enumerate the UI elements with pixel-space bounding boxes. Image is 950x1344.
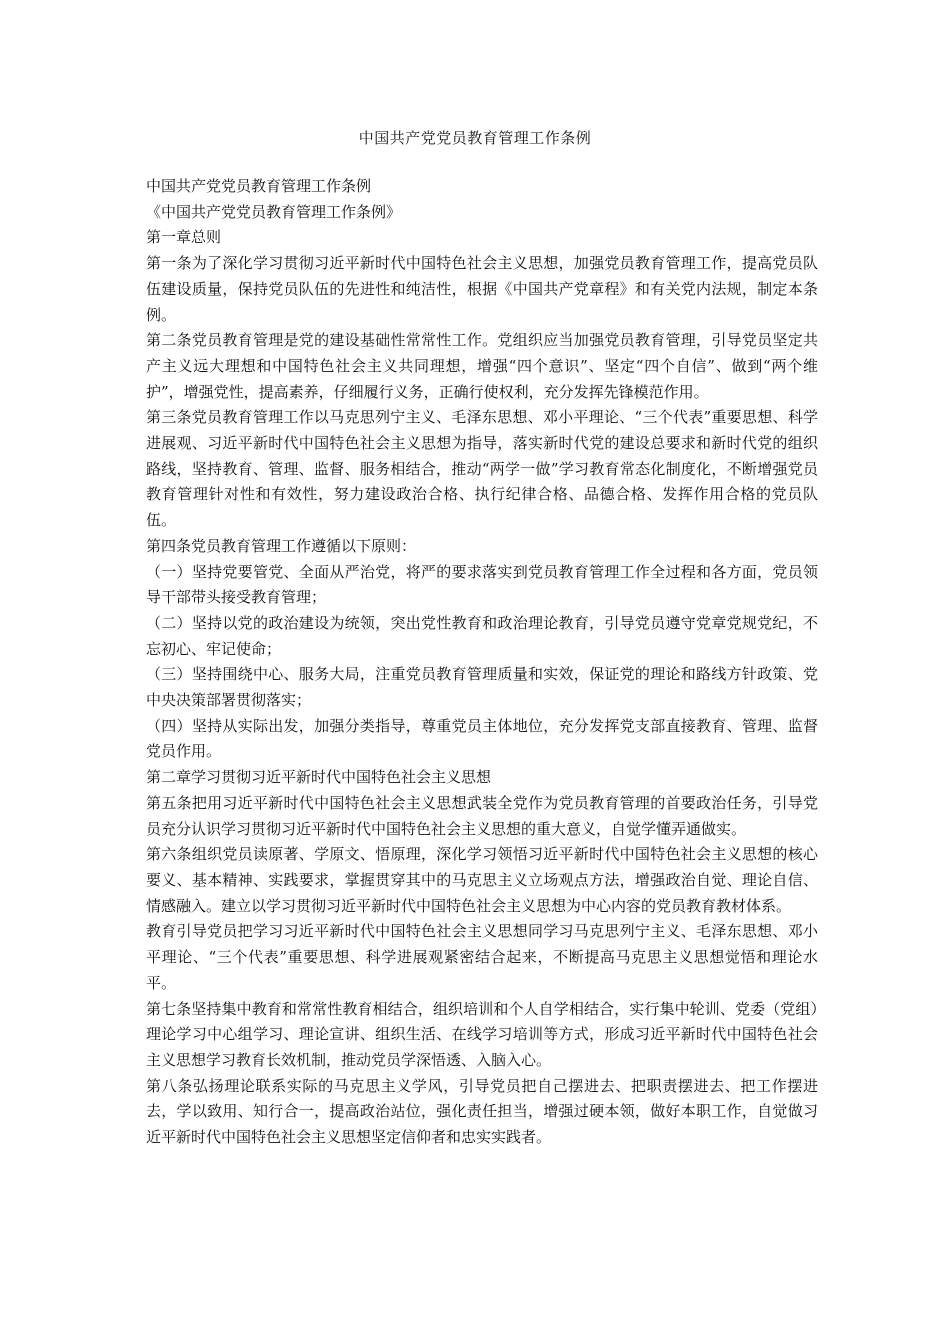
principle-4: （四）坚持从实际出发，加强分类指导，尊重党员主体地位，充分发挥党支部直接教育、管理、监督党员作用。 <box>146 716 818 761</box>
article-8: 第八条弘扬理论联系实际的马克思主义学风，引导党员把自己摆进去、把职责摆进去、把工作摆进去，学以致用、知行合一，提高政治站位，强化责任担当，增强过硬本领，做好本职工作，自觉做习近平新时代中国特色社会主义思想坚定信仰者和忠实实践者。 <box>146 1076 818 1147</box>
article-5: 第五条把用习近平新时代中国特色社会主义思想武装全党作为党员教育管理的首要政治任务，引导党员充分认识学习贯彻习近平新时代中国特色社会主义思想的重大意义，自觉学懂弄通做实。 <box>146 793 818 838</box>
paragraph-book-title: 《中国共产党党员教育管理工作条例》 <box>146 202 402 221</box>
principle-1: （一）坚持党要管党、全面从严治党，将严的要求落实到党员教育管理工作全过程和各方面，党员领导干部带头接受教育管理； <box>146 562 818 607</box>
chapter-1-heading: 第一章总则 <box>146 228 222 247</box>
article-4: 第四条党员教育管理工作遵循以下原则： <box>146 536 417 555</box>
article-3: 第三条党员教育管理工作以马克思列宁主义、毛泽东思想、邓小平理论、“三个代表”重要思想、科学进展观、习近平新时代中国特色社会主义思想为指导，落实新时代党的建设总要求和新时代党的组织路线，坚持教育、管理、监督、服务相结合，推动“两学一做”学习教育常态化制度化，不断增强党员教育管理针对性和有效性，努力建设政治合格、执行纪律合格、品德合格、发挥作用合格的党员队伍。 <box>146 408 818 530</box>
article-1: 第一条为了深化学习贯彻习近平新时代中国特色社会主义思想，加强党员教育管理工作，提高党员队伍建设质量，保持党员队伍的先进性和纯洁性，根据《中国共产党章程》和有关党内法规，制定本条例。 <box>146 254 818 324</box>
principle-3: （三）坚持围绕中心、服务大局，注重党员教育管理质量和实效，保证党的理论和路线方针政策、党中央决策部署贯彻落实； <box>146 665 818 710</box>
document-title: 中国共产党党员教育管理工作条例 <box>358 129 592 147</box>
chapter-2-heading: 第二章学习贯彻习近平新时代中国特色社会主义思想 <box>146 768 492 787</box>
article-2: 第二条党员教育管理是党的建设基础性常常性工作。党组织应当加强党员教育管理，引导党员坚定共产主义远大理想和中国特色社会主义共同理想，增强“四个意识”、坚定“四个自信”、做到“两个维护”，增强党性，提高素养，仔细履行义务，正确行使权利，充分发挥先锋模范作用。 <box>146 331 818 401</box>
paragraph-heading: 中国共产党党员教育管理工作条例 <box>146 177 372 195</box>
article-6: 第六条组织党员读原著、学原文、悟原理，深化学习领悟习近平新时代中国特色社会主义思想的核心要义、基本精神、实践要求，掌握贯穿其中的马克思主义立场观点方法，增强政治自觉、理论自信、情感融入。建立以学习贯彻习近平新时代中国特色社会主义思想为中心内容的党员教育教材体系。 <box>146 845 818 915</box>
document-body <box>146 174 818 1151</box>
article-6-continued: 教育引导党员把学习习近平新时代中国特色社会主义思想同学习马克思列宁主义、毛泽东思想、邓小平理论、“三个代表”重要思想、科学进展观紧密结合起来，不断提高马克思主义思想觉悟和理论水平。 <box>146 922 818 992</box>
principle-2: （二）坚持以党的政治建设为统领，突出党性教育和政治理论教育，引导党员遵守党章党规党纪，不忘初心、牢记使命； <box>146 613 818 658</box>
article-7: 第七条坚持集中教育和常常性教育相结合，组织培训和个人自学相结合，实行集中轮训、党委（党组）理论学习中心组学习、理论宣讲、组织生活、在线学习培训等方式，形成习近平新时代中国特色社会主义思想学习教育长效机制，推动党员学深悟透、入脑入心。 <box>146 999 818 1069</box>
